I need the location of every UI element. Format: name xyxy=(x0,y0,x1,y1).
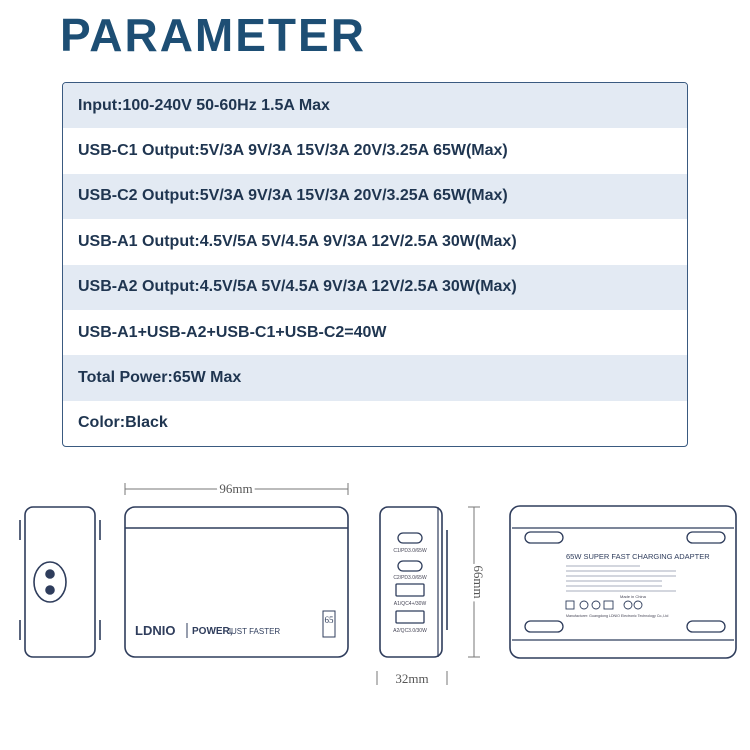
rubber-foot-icon xyxy=(525,532,563,543)
spec-row-usb-c2: USB-C2 Output:5V/3A 9V/3A 15V/3A 20V/3.25A 65W(Max) xyxy=(63,174,687,219)
label-manufacturer: Manufacturer: Guangdong LDNIO Electronic Technology Co.,Ltd xyxy=(566,614,669,618)
height-dimension: 66mm xyxy=(471,565,486,599)
certification-icons xyxy=(566,601,642,609)
label-origin: Made in China xyxy=(620,594,646,599)
product-drawings xyxy=(0,470,750,750)
ac-socket-icon xyxy=(34,562,66,602)
port-label-a1: A1/QC4+/30W xyxy=(393,601,427,607)
brand-logo: LDNIO xyxy=(135,623,176,638)
page-title: PARAMETER xyxy=(60,9,366,61)
port-label-c1: C1/PD3.0/65W xyxy=(393,548,427,554)
usb-a1-port-icon xyxy=(396,584,424,596)
bottom-view xyxy=(510,506,736,658)
rubber-foot-icon xyxy=(525,621,563,632)
port-view xyxy=(377,507,486,686)
parameter-table xyxy=(62,82,688,447)
usb-c2-port-icon xyxy=(398,561,422,571)
spec-row-color: Color:Black xyxy=(78,414,168,432)
usb-c1-port-icon xyxy=(398,533,422,543)
rubber-foot-icon xyxy=(687,621,725,632)
label-fine-print xyxy=(566,566,676,591)
depth-dimension: 32mm xyxy=(395,671,429,686)
spec-row-input: Input:100-240V 50-60Hz 1.5A Max xyxy=(63,83,687,128)
side-view xyxy=(20,507,100,657)
spec-row-usb-c1: USB-C1 Output:5V/3A 9V/3A 15V/3A 20V/3.25A 65W(Max) xyxy=(78,142,508,160)
port-label-a2: A2/QC3.0/30W xyxy=(393,628,427,634)
power-badge: 65 xyxy=(324,615,334,625)
width-dimension: 96mm xyxy=(219,481,253,496)
spec-row-usb-a1: USB-A1 Output:4.5V/5A 5V/4.5A 9V/3A 12V/2.5A 30W(Max) xyxy=(78,232,517,250)
slogan-sub: JUST FASTER xyxy=(227,627,281,636)
rubber-foot-icon xyxy=(687,532,725,543)
front-view xyxy=(125,481,348,657)
spec-row-total-power: Total Power:65W Max xyxy=(63,355,687,400)
usb-a2-port-icon xyxy=(396,611,424,623)
spec-row-combined: USB-A1+USB-A2+USB-C1+USB-C2=40W xyxy=(78,323,387,341)
spec-row-usb-a2: USB-A2 Output:4.5V/5A 5V/4.5A 9V/3A 12V/2.5A 30W(Max) xyxy=(63,265,687,310)
slogan-main: POWER, xyxy=(192,626,233,637)
port-label-c2: C2/PD3.0/65W xyxy=(393,575,427,581)
label-title: 65W SUPER FAST CHARGING ADAPTER xyxy=(566,552,710,561)
